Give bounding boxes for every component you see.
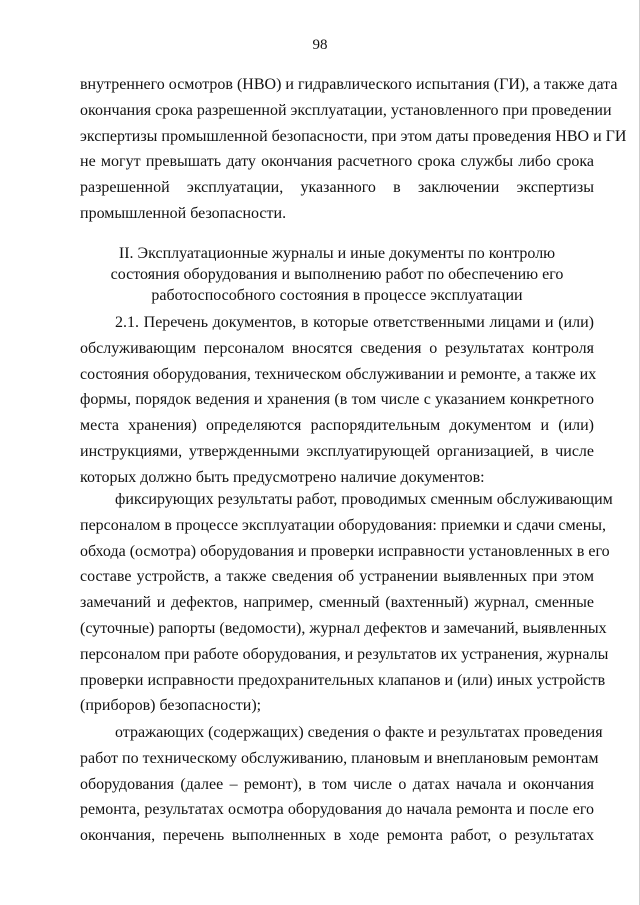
- text-line: места хранения) определяются распорядительным документом и (или): [80, 417, 594, 435]
- text-line: окончания, перечень выполненных в ходе ремонта работ, о результатах: [80, 827, 594, 845]
- heading-line: состояния оборудования и выполнению работ по обеспечению его: [110, 266, 564, 283]
- text-line: 2.1. Перечень документов, в которые ответственными лицами и (или): [115, 314, 594, 331]
- text-line: промышленной безопасности.: [80, 204, 287, 222]
- text-line: которых должно быть предусмотрено наличие документов:: [80, 468, 485, 486]
- text-line: отражающих (содержащих) сведения о факте и результатах проведения: [115, 724, 603, 741]
- text-line: разрешенной эксплуатации, указанного в заключении экспертизы: [80, 179, 594, 197]
- text-line: обхода (осмотра) оборудования и проверки исправности установленных в его: [80, 542, 610, 560]
- section-heading: [80, 243, 594, 306]
- text-line: экспертизы промышленной безопасности, при этом даты проведения НВО и ГИ: [80, 127, 627, 145]
- text-line: инструкциями, утвержденными эксплуатирующей организацией, в числе: [80, 442, 594, 460]
- page-number: 98: [312, 37, 328, 53]
- paragraph-2-1: [80, 310, 597, 491]
- text-line: обслуживающим персоналом вносятся сведения о результатах контроля: [80, 339, 594, 357]
- text-line: ремонта, результатах осмотра оборудования до начала ремонта и после его: [80, 801, 594, 819]
- intro-paragraph: [80, 72, 627, 227]
- text-line: (приборов) безопасности);: [80, 697, 262, 715]
- text-line: работ по техническому обслуживанию, плановым и внеплановым ремонтам: [80, 749, 599, 767]
- text-line: внутреннего осмотров (НВО) и гидравлического испытания (ГИ), а также дата: [80, 76, 618, 93]
- text-line: персоналом в процессе эксплуатации оборудования: приемки и сдачи смены,: [80, 516, 607, 534]
- text-line: персоналом при работе оборудования, и результатов их устранения, журналы: [80, 645, 609, 663]
- text-line: составе устройств, а также сведения об устранении выявленных при этом: [80, 568, 594, 586]
- paragraph-reflecting: [80, 720, 603, 849]
- text-line: состояния оборудования, техническом обслуживании и ремонте, а также их: [80, 365, 597, 383]
- heading-line: работоспособного состояния в процессе эксплуатации: [151, 287, 523, 304]
- text-line: замечаний и дефектов, например, сменный (вахтенный) журнал, сменные: [80, 594, 594, 612]
- text-line: оборудования (далее – ремонт), в том числе о датах начала и окончания: [80, 775, 594, 793]
- heading-line: II. Эксплуатационные журналы и иные документы по контролю: [118, 245, 556, 262]
- text-line: не могут превышать дату окончания расчетного срока службы либо срока: [80, 153, 594, 171]
- paragraph-fixing: [80, 487, 613, 719]
- text-line: окончания срока разрешенной эксплуатации, установленного при проведении: [80, 101, 612, 119]
- text-line: проверки исправности предохранительных клапанов и (или) иных устройств: [80, 671, 606, 689]
- text-line: (суточные) рапорты (ведомости), журнал дефектов и замечаний, выявленных: [80, 619, 607, 637]
- text-line: формы, порядок ведения и хранения (в том числе с указанием конкретного: [80, 391, 594, 409]
- text-line: фиксирующих результаты работ, проводимых сменным обслуживающим: [115, 491, 613, 508]
